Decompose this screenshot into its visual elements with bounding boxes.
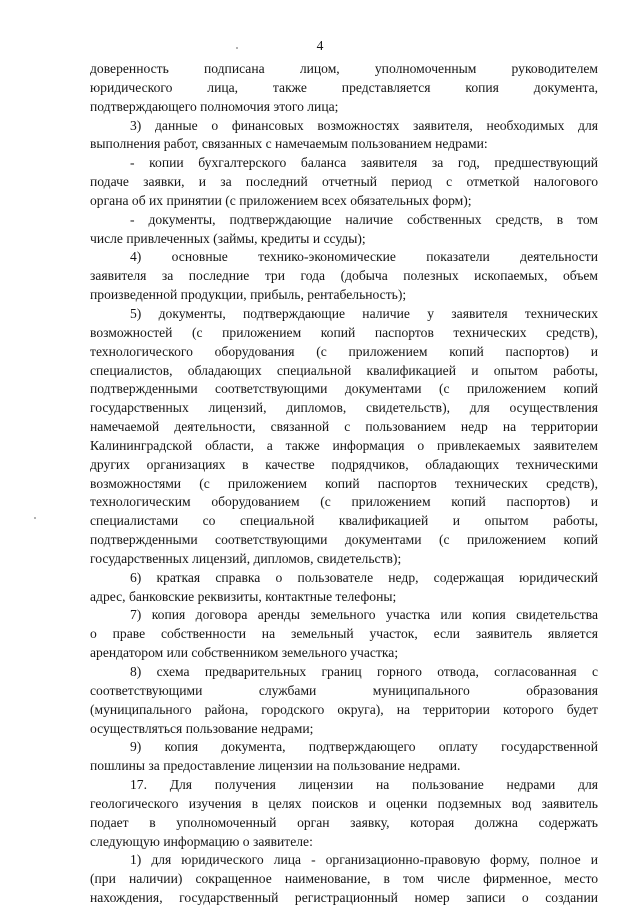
text-line: 6) краткая справка о пользователе недр, содержащая юридический [130,569,598,585]
text-line: заявителя за последние три года (добыча полезных ископаемых, объем [90,268,598,284]
text-line: - документы, подтверждающие наличие собственных средств, в том [130,211,598,227]
text-line: возможностями (с приложением копий паспортов технических средств), [90,475,598,491]
text-line: 17. Для получения лицензии на пользование недрами для [130,777,598,793]
text-line: Калининградской области, а также информация о привлекаемых заявителем [90,437,598,453]
text-line: 9) копия документа, подтверждающего оплату государственной [130,739,598,755]
text-line: геологического изучения в целях поисков и оценки подземных вод заявитель [90,795,598,811]
text-line: адрес, банковские реквизиты, контактные телефоны; [90,588,397,604]
text-line: пошлины за предоставление лицензии на пользование недрами. [90,758,461,774]
text-line: (муниципального района, городского округа), на территории которого будет [90,701,598,717]
text-line: государственных лицензий, дипломов, свидетельств), для осуществления [90,400,598,416]
text-line: подает в уполномоченный орган заявку, которая должна содержать [90,814,598,830]
text-line: выполнения работ, связанных с намечаемым пользованием недрами: [90,136,488,152]
text-line: следующую информацию о заявителе: [90,833,313,849]
text-line: числе привлеченных (займы, кредиты и ссуды); [90,230,366,246]
text-line: технологическим оборудованием (с приложением копий паспортов) и [90,494,598,510]
text-line: 1) для юридического лица - организационно-правовую форму, полное и [130,852,598,868]
text-line: других организациях в качестве подрядчиков, обладающих техническими [90,456,598,472]
text-line: специалистами со специальной квалификацией и опытом работы, [90,513,598,529]
page-number: 4 [316,38,324,53]
text-line: 3) данные о финансовых возможностях заявителя, необходимых для [130,117,598,133]
text-line: юридического лица, также представляется копия документа, [90,79,598,95]
text-line: 8) схема предварительных границ горного отвода, согласованная с [130,664,598,679]
text-line: 5) документы, подтверждающие наличие у заявителя технических [130,305,598,321]
text-line: 7) копия договора аренды земельного участка или копия свидетельства [130,607,598,623]
text-line: подтвержденными соответствующими документами (с приложением копий [90,532,598,548]
scan-speck [34,517,36,519]
text-line: подтверждающего полномочия этого лица; [90,98,339,114]
text-line: нахождения, государственный регистрационный номер записи о создании [90,890,598,906]
document-body [90,60,598,908]
text-line: возможностей (с приложением копий паспортов технических средств), [90,324,598,340]
text-line: технологического оборудования (с приложением копий паспортов) и [90,343,598,359]
text-line: подаче заявки, и за последний отчетный период с отметкой налогового [90,174,598,190]
text-line: соответствующими службами муниципального образования [90,682,598,698]
text-line: произведенной продукции, прибыль, рентабельность); [90,287,407,303]
text-line: подтвержденными соответствующими документами (с приложением копий [90,381,598,397]
text-line: специалистов, обладающих специальной квалификацией и опытом работы, [90,362,598,378]
text-line: 4) основные технико-экономические показатели деятельности [130,249,598,265]
text-line: (при наличии) сокращенное наименование, в том числе фирменное, место [90,871,598,887]
text-line: государственных лицензий, дипломов, свидетельств); [90,550,402,566]
text-line: арендатором или собственником земельного участка; [90,645,399,661]
text-line: доверенность подписана лицом, уполномоченным руководителем [90,61,598,76]
text-line: о праве собственности на земельный участок, если заявитель является [90,626,598,642]
text-line: намечаемой деятельности, связанной с пользованием недр на территории [90,419,598,435]
scan-speck [236,47,238,49]
text-line: - копии бухгалтерского баланса заявителя за год, предшествующий [130,155,598,171]
text-line: осуществляться пользование недрами; [90,720,314,736]
text-line: органа об их принятии (с приложением всех обязательных форм); [90,192,472,208]
